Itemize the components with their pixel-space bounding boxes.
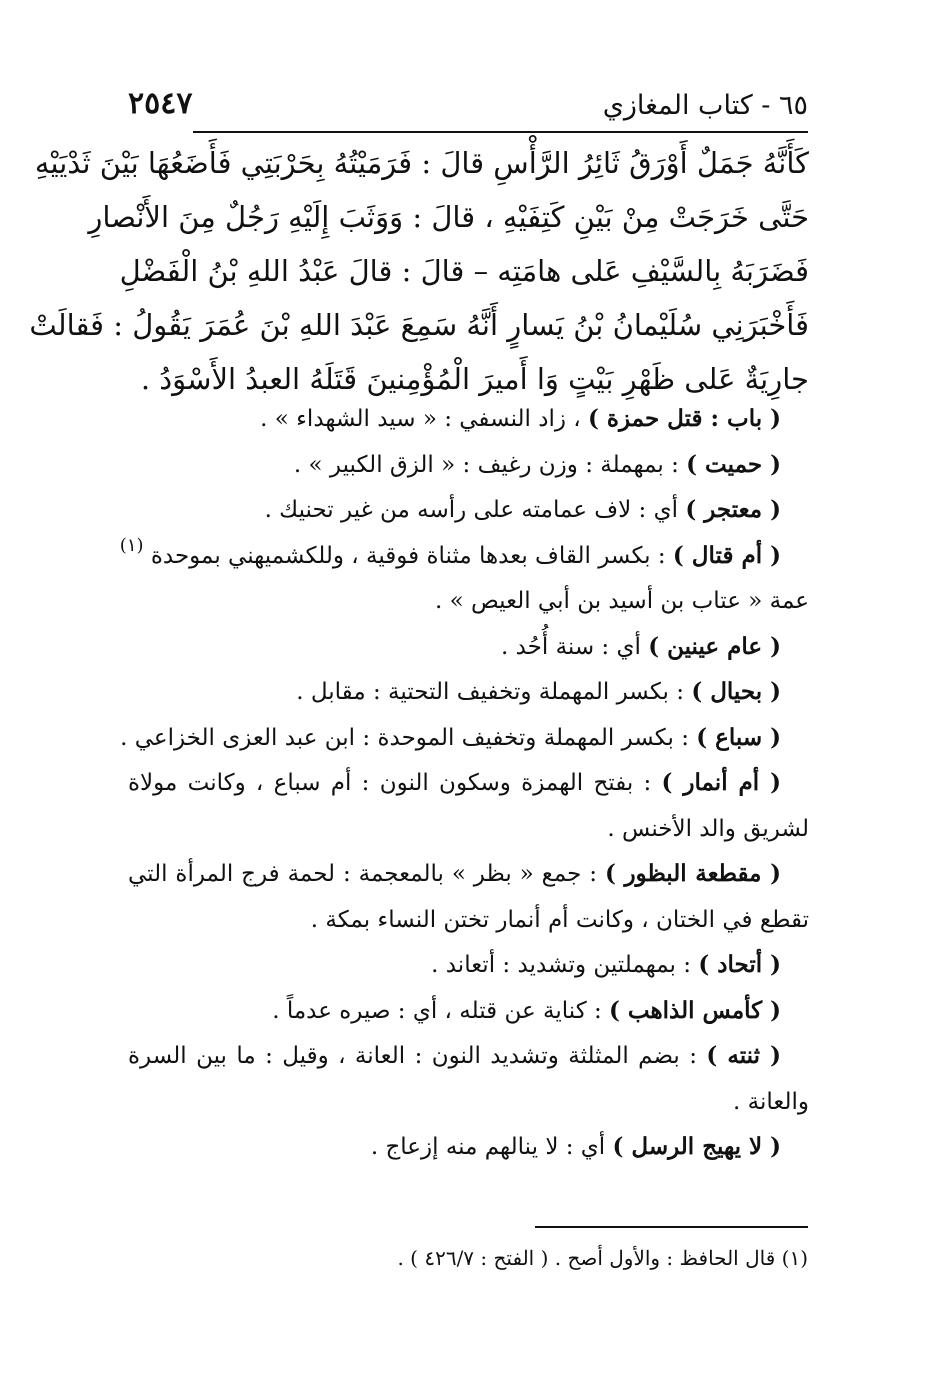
entry-lemma: ( أم أنمار ) xyxy=(661,769,781,796)
entry-gloss-cont: عمة « عتاب بن أسيد بن أبي العيص » . xyxy=(435,588,809,614)
entry-gloss: : بكسر المهملة وتخفيف الموحدة : ابن عبد العزى الخزاعي . xyxy=(120,724,697,751)
page-header xyxy=(128,84,808,124)
entry-gloss: : بضم المثلثة وتشديد النون : العانة ، وقيل : ما بين السرة xyxy=(128,1043,707,1069)
entry-gloss: : جمع « بظر » بالمعجمة : لحمة فرج المرأة التي xyxy=(128,861,605,887)
commentary-entry xyxy=(128,1033,809,1124)
entry-gloss: أي : سنة أُحُد . xyxy=(500,633,649,660)
commentary-entry xyxy=(128,442,809,488)
entry-lemma: ( مقطعة البظور ) xyxy=(604,860,781,887)
commentary-entry xyxy=(128,988,809,1034)
commentary-entry xyxy=(128,487,809,533)
commentary-entry xyxy=(128,396,809,442)
entry-lemma: ( باب : قتل حمزة ) xyxy=(588,405,781,432)
entry-gloss: : بفتح الهمزة وسكون النون : أم سباع ، وكانت مولاة xyxy=(128,770,662,796)
entry-lemma: ( أم قتال ) xyxy=(672,541,781,569)
commentary-entry xyxy=(128,942,809,988)
header-rule xyxy=(193,131,808,133)
hadith-line: كَأَنَّهُ جَمَلٌ أَوْرَقُ ثَائِرُ الرَّأْسِ قالَ : فَرَمَيْتُهُ بِحَرْبَتِي فَأَضَعُهَا بَيْنَ ثَدْيَيْهِ xyxy=(34,146,809,180)
entry-gloss-cont: والعانة . xyxy=(733,1088,809,1115)
entry-lemma: ( معتجر ) xyxy=(685,496,781,523)
entry-gloss-cont: تقطع في الختان ، وكانت أم أنمار تختن النساء بمكة . xyxy=(310,906,809,933)
entry-gloss: : بمهملتين وتشديد : أتعاند . xyxy=(431,952,699,978)
entry-gloss: : كناية عن قتله ، أي : صيره عدماً . xyxy=(272,997,610,1024)
hadith-line: فَضَرَبَهُ بِالسَّيْفِ عَلى هامَتِه – قالَ : قالَ عَبْدُ اللهِ بْنُ الْفَضْلِ xyxy=(119,254,809,288)
hadith-line: حَتَّى خَرَجَتْ مِنْ بَيْنِ كَتِفَيْهِ ، قالَ : وَوَثَبَ إِلَيْهِ رَجُلٌ مِنَ الأَنْصارِ xyxy=(88,200,809,234)
commentary-entry xyxy=(119,533,809,624)
entry-gloss-cont: لشريق والد الأخنس . xyxy=(607,815,809,842)
entry-lemma: ( حميت ) xyxy=(686,450,781,478)
page-number: ٢٥٤٧ xyxy=(128,86,193,121)
entry-lemma: ( أتحاد ) xyxy=(698,951,781,978)
entry-gloss: : بكسر المهملة وتخفيف التحتية : مقابل . xyxy=(296,679,692,705)
entry-lemma: ( ثنته ) xyxy=(706,1042,781,1069)
hadith-line: فَأَخْبَرَنِي سُلَيْمانُ بْنُ يَسارٍ أَنَّهُ سَمِعَ عَبْدَ اللهِ بْنَ عُمَرَ يَقُولُ : فَقالَتْ xyxy=(29,308,809,342)
commentary-entry xyxy=(128,1124,809,1170)
commentary-entry xyxy=(128,669,809,715)
commentary-entry xyxy=(128,760,809,851)
entry-lemma: ( سباع ) xyxy=(696,723,781,751)
entry-gloss: : بكسر القاف بعدها مثناة فوقية ، وللكشميهني بموحدة xyxy=(143,542,673,569)
entry-gloss: أي : لا ينالهم منه إزعاج . xyxy=(370,1134,613,1160)
entry-lemma: ( لا يهيج الرسل ) xyxy=(612,1133,781,1160)
footnote-reference[interactable]: (١) xyxy=(119,534,144,556)
hadith-text xyxy=(29,136,809,406)
commentary xyxy=(119,396,809,1170)
entry-lemma: ( كأمس الذاهب ) xyxy=(609,996,781,1024)
entry-gloss: : بمهملة : وزن رغيف : « الزق الكبير » . xyxy=(293,451,687,478)
commentary-entry xyxy=(120,715,809,761)
footnote-rule xyxy=(535,1226,808,1228)
entry-gloss: ، زاد النسفي : « سيد الشهداء » . xyxy=(260,406,589,432)
entry-lemma: ( بحيال ) xyxy=(691,678,781,705)
commentary-entry xyxy=(128,851,809,942)
entry-gloss: أي : لاف عمامته على رأسه من غير تحنيك . xyxy=(264,497,686,523)
running-title: ٦٥ - كتاب المغازي xyxy=(602,90,808,121)
footnote: (١) قال الحافظ : والأول أصح . ( الفتح : ٤٢٦/٧ ) . xyxy=(397,1246,808,1270)
hadith-line: جارِيَةٌ عَلى ظَهْرِ بَيْتٍ وَا أَميرَ الْمُؤْمِنينَ قَتَلَهُ العبدُ الأَسْوَدُ . xyxy=(140,362,809,396)
entry-lemma: ( عام عينين ) xyxy=(648,632,781,660)
commentary-entry xyxy=(128,624,809,670)
